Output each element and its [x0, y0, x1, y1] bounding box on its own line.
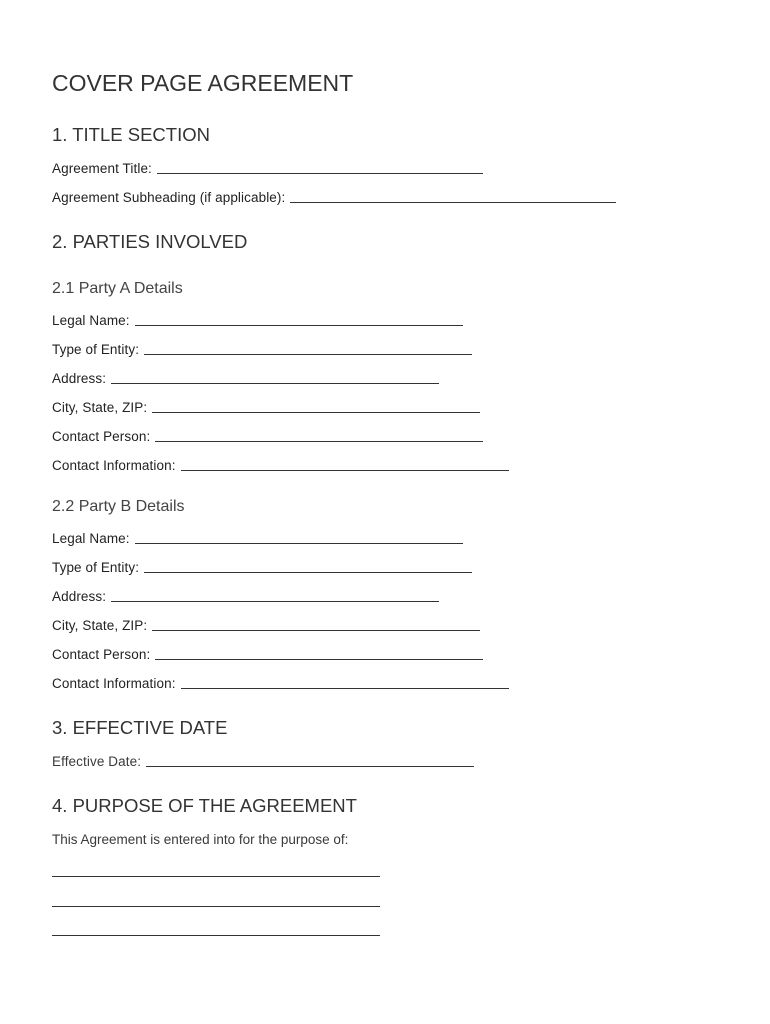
party-a-contact-person-blank[interactable]	[155, 440, 483, 442]
purpose-blank-line-3[interactable]	[52, 935, 380, 936]
party-b-contact-info-label: Contact Information:	[52, 676, 176, 691]
party-a-address-label: Address:	[52, 371, 107, 386]
purpose-intro-text	[52, 832, 348, 847]
party-a-contact-person-field[interactable]	[52, 429, 483, 444]
party-b-contact-person-field[interactable]	[52, 647, 483, 662]
agreement-title-field[interactable]	[52, 161, 483, 176]
party-b-heading: 2.2 Party B Details	[52, 498, 185, 515]
party-b-address-label: Address:	[52, 589, 107, 604]
effective-date-label: Effective Date:	[52, 754, 142, 769]
party-a-legal-name-field[interactable]	[52, 313, 463, 328]
party-a-contact-info-field[interactable]	[52, 458, 509, 473]
party-b-entity-type-field[interactable]	[52, 560, 472, 575]
party-b-legal-name-label: Legal Name:	[52, 531, 130, 546]
party-b-entity-type-label: Type of Entity:	[52, 560, 140, 575]
party-b-contact-info-field[interactable]	[52, 676, 509, 691]
party-a-contact-info-blank[interactable]	[181, 469, 509, 471]
party-a-city-state-zip-blank[interactable]	[152, 411, 480, 413]
party-b-city-state-zip-field[interactable]	[52, 618, 480, 633]
effective-date-field[interactable]	[52, 754, 474, 769]
purpose-blank-line-1[interactable]	[52, 876, 380, 877]
purpose-heading: 4. PURPOSE OF THE AGREEMENT	[52, 795, 357, 816]
party-a-contact-info-label: Contact Information:	[52, 458, 176, 473]
parties-involved-heading: 2. PARTIES INVOLVED	[52, 231, 248, 252]
party-a-contact-person-label: Contact Person:	[52, 429, 151, 444]
purpose-intro-label: This Agreement is entered into for the purpose of:	[52, 832, 349, 847]
agreement-subheading-field[interactable]	[52, 190, 616, 205]
party-b-legal-name-blank[interactable]	[135, 542, 463, 544]
party-a-legal-name-label: Legal Name:	[52, 313, 130, 328]
effective-date-heading: 3. EFFECTIVE DATE	[52, 717, 228, 738]
document-title: COVER PAGE AGREEMENT	[52, 70, 354, 96]
party-b-city-state-zip-label: City, State, ZIP:	[52, 618, 148, 633]
party-a-city-state-zip-field[interactable]	[52, 400, 480, 415]
agreement-subheading-label: Agreement Subheading (if applicable):	[52, 190, 286, 205]
party-b-address-blank[interactable]	[111, 600, 439, 602]
effective-date-blank[interactable]	[146, 765, 474, 767]
party-a-address-field[interactable]	[52, 371, 439, 386]
party-b-city-state-zip-blank[interactable]	[152, 629, 480, 631]
party-a-entity-type-field[interactable]	[52, 342, 472, 357]
party-a-address-blank[interactable]	[111, 382, 439, 384]
agreement-title-blank[interactable]	[157, 172, 483, 174]
party-b-legal-name-field[interactable]	[52, 531, 463, 546]
party-b-contact-info-blank[interactable]	[181, 687, 509, 689]
section-title-heading: 1. TITLE SECTION	[52, 124, 210, 145]
party-a-entity-type-label: Type of Entity:	[52, 342, 140, 357]
party-b-address-field[interactable]	[52, 589, 439, 604]
agreement-title-label: Agreement Title:	[52, 161, 152, 176]
party-b-contact-person-blank[interactable]	[155, 658, 483, 660]
party-b-entity-type-blank[interactable]	[144, 571, 472, 573]
party-a-heading: 2.1 Party A Details	[52, 280, 183, 297]
party-a-city-state-zip-label: City, State, ZIP:	[52, 400, 148, 415]
party-b-contact-person-label: Contact Person:	[52, 647, 151, 662]
purpose-blank-line-2[interactable]	[52, 906, 380, 907]
agreement-subheading-blank[interactable]	[290, 201, 616, 203]
party-a-legal-name-blank[interactable]	[135, 324, 463, 326]
party-a-entity-type-blank[interactable]	[144, 353, 472, 355]
